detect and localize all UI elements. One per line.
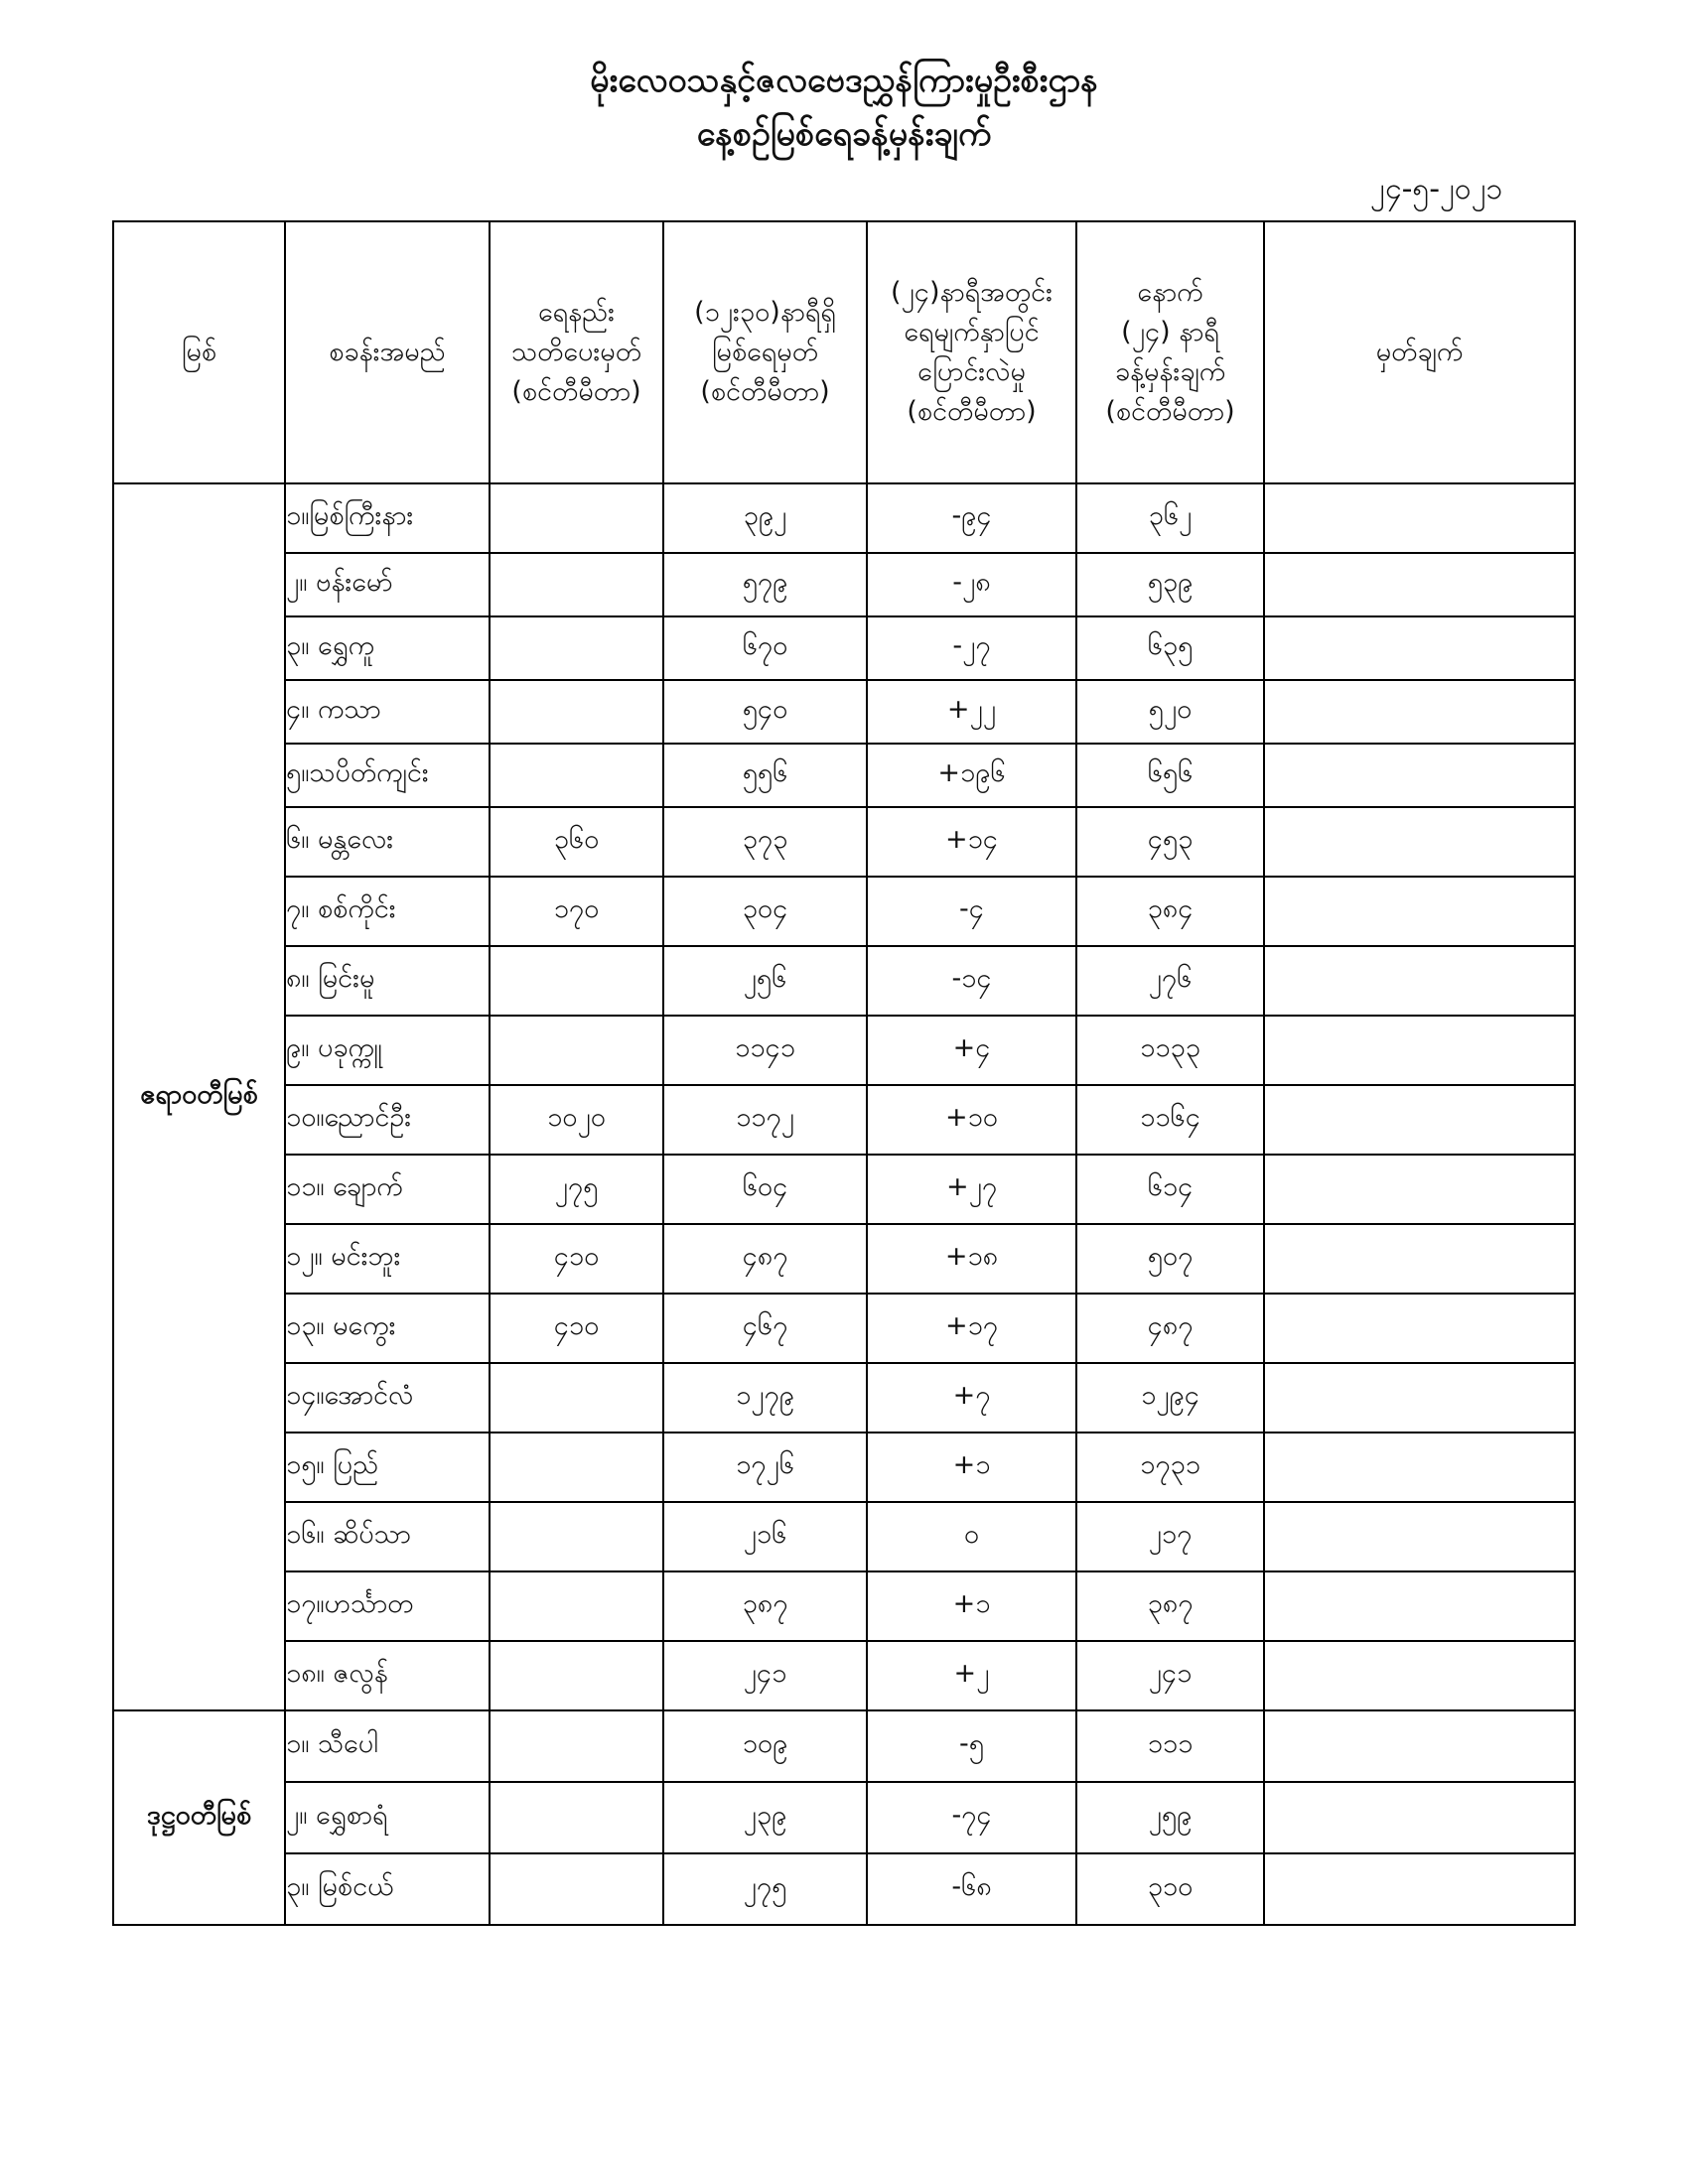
change-cell: -၇၄ — [867, 1782, 1076, 1853]
forecast-cell: ၅၀၇ — [1076, 1224, 1264, 1294]
observed-cell: ၁၀၉ — [663, 1710, 867, 1782]
station-name: ၃။ မြစ်ငယ် — [285, 1853, 490, 1925]
remark-cell — [1264, 1363, 1575, 1433]
header-observed-level — [663, 221, 867, 483]
remark-cell — [1264, 616, 1575, 680]
change-cell: +၂၇ — [867, 1155, 1076, 1224]
danger-cell — [490, 1641, 663, 1710]
observed-cell: ၅၅၆ — [663, 744, 867, 807]
header-line: (၂၄) နာရီ — [1121, 317, 1219, 347]
remark-cell — [1264, 553, 1575, 616]
remark-cell — [1264, 483, 1575, 553]
remark-cell — [1264, 807, 1575, 877]
danger-cell: ၁၇၀ — [490, 877, 663, 946]
river-name: ဧရာဝတီမြစ် — [113, 483, 285, 1710]
remark-cell — [1264, 1641, 1575, 1710]
danger-cell — [490, 1782, 663, 1853]
observed-cell: ၂၁၆ — [663, 1502, 867, 1571]
change-cell: -၂၈ — [867, 553, 1076, 616]
forecast-cell: ၄၅၃ — [1076, 807, 1264, 877]
forecast-cell: ၂၁၇ — [1076, 1502, 1264, 1571]
forecast-cell: ၆၅၆ — [1076, 744, 1264, 807]
observed-cell: ၂၇၅ — [663, 1853, 867, 1925]
header-line: မြစ်ရေမှတ် — [711, 337, 819, 367]
remark-cell — [1264, 1155, 1575, 1224]
header-danger-level — [490, 221, 663, 483]
table-row — [113, 744, 1575, 807]
station-name: ၁၅။ ပြည် — [285, 1433, 490, 1502]
header-line: ရေနည်း — [537, 297, 616, 328]
observed-cell: ၄၈၇ — [663, 1224, 867, 1294]
remark-cell — [1264, 1294, 1575, 1363]
remark-cell — [1264, 1502, 1575, 1571]
report-date: ၂၄-၅-၂၀၂၁ — [1370, 172, 1503, 206]
change-cell: +၄ — [867, 1016, 1076, 1085]
station-name: ၉။ ပခုက္ကူ — [285, 1016, 490, 1085]
header-river: မြစ် — [113, 221, 285, 483]
table-row — [113, 807, 1575, 877]
station-name: ၈။ မြင်းမူ — [285, 946, 490, 1016]
station-name: ၄။ ကသာ — [285, 680, 490, 744]
page-subtitle: နေ့စဉ်မြစ်ရေခန့်မှန်းချက် — [696, 114, 992, 154]
forecast-cell: ၁၁၃၃ — [1076, 1016, 1264, 1085]
header-forecast — [1076, 221, 1264, 483]
header-change — [867, 221, 1076, 483]
change-cell: -၄ — [867, 877, 1076, 946]
danger-cell — [490, 1363, 663, 1433]
table-row — [113, 1363, 1575, 1433]
danger-cell — [490, 744, 663, 807]
danger-cell — [490, 1016, 663, 1085]
table-row — [113, 1782, 1575, 1853]
danger-cell — [490, 1571, 663, 1641]
change-cell: -၂၇ — [867, 616, 1076, 680]
observed-cell: ၃၀၄ — [663, 877, 867, 946]
station-name: ၁၂။ မင်းဘူး — [285, 1224, 490, 1294]
danger-cell: ၁၀၂၀ — [490, 1085, 663, 1155]
station-name: ၆။ မန္တလေး — [285, 807, 490, 877]
change-cell: -၅ — [867, 1710, 1076, 1782]
forecast-cell: ၂၇၆ — [1076, 946, 1264, 1016]
table-row — [113, 1433, 1575, 1502]
change-cell: +၂ — [867, 1641, 1076, 1710]
danger-cell — [490, 616, 663, 680]
remark-cell — [1264, 1853, 1575, 1925]
station-name: ၁၃။ မကွေး — [285, 1294, 490, 1363]
change-cell: +၁ — [867, 1571, 1076, 1641]
table-row — [113, 1641, 1575, 1710]
observed-cell: ၆၇၀ — [663, 616, 867, 680]
forecast-cell: ၃၈၇ — [1076, 1571, 1264, 1641]
header-remark: မှတ်ချက် — [1264, 221, 1575, 483]
header-line: ရေမျက်နှာပြင် — [904, 317, 1040, 347]
header-row — [113, 221, 1575, 483]
forecast-cell: ၄၈၇ — [1076, 1294, 1264, 1363]
danger-cell — [490, 1710, 663, 1782]
danger-cell — [490, 483, 663, 553]
header-line: (စင်တီမီတာ) — [907, 396, 1037, 427]
remark-cell — [1264, 744, 1575, 807]
remark-cell — [1264, 680, 1575, 744]
change-cell: +၁ — [867, 1433, 1076, 1502]
observed-cell: ၁၇၂၆ — [663, 1433, 867, 1502]
table-row — [113, 1710, 1575, 1782]
change-cell: -၁၄ — [867, 946, 1076, 1016]
danger-cell — [490, 680, 663, 744]
header-line: (စင်တီမီတာ) — [700, 376, 830, 407]
table-row — [113, 1155, 1575, 1224]
danger-cell: ၃၆၀ — [490, 807, 663, 877]
table-row — [113, 483, 1575, 553]
change-cell: -၆၈ — [867, 1853, 1076, 1925]
observed-cell: ၃၈၇ — [663, 1571, 867, 1641]
river-name: ဒုဋ္ဌဝတီမြစ် — [113, 1710, 285, 1925]
forecast-cell: ၃၁၀ — [1076, 1853, 1264, 1925]
station-name: ၅။သပိတ်ကျင်း — [285, 744, 490, 807]
change-cell: +၁၇ — [867, 1294, 1076, 1363]
forecast-cell: ၆၃၅ — [1076, 616, 1264, 680]
table-row — [113, 616, 1575, 680]
table-row — [113, 1224, 1575, 1294]
station-name: ၁၇။ဟင်္သာတ — [285, 1571, 490, 1641]
observed-cell: ၂၄၁ — [663, 1641, 867, 1710]
danger-cell — [490, 1433, 663, 1502]
forecast-cell: ၁၁၆၄ — [1076, 1085, 1264, 1155]
header-line: ခန့်မှန်းချက် — [1114, 356, 1226, 387]
change-cell: -၉၄ — [867, 483, 1076, 553]
station-name: ၁၆။ ဆိပ်သာ — [285, 1502, 490, 1571]
header-line: ပြောင်းလဲမှု — [917, 356, 1026, 387]
danger-cell — [490, 1853, 663, 1925]
station-name: ၁။မြစ်ကြီးနား — [285, 483, 490, 553]
danger-cell — [490, 553, 663, 616]
change-cell: +၁၄ — [867, 807, 1076, 877]
observed-cell: ၁၂၇၉ — [663, 1363, 867, 1433]
observed-cell: ၂၃၉ — [663, 1782, 867, 1853]
table-row — [113, 1294, 1575, 1363]
station-name: ၇။ စစ်ကိုင်း — [285, 877, 490, 946]
table-row — [113, 877, 1575, 946]
forecast-cell: ၃၆၂ — [1076, 483, 1264, 553]
change-cell: +၁၀ — [867, 1085, 1076, 1155]
station-name: ၁။ သီပေါ — [285, 1710, 490, 1782]
danger-cell: ၄၁၀ — [490, 1224, 663, 1294]
forecast-cell: ၅၃၉ — [1076, 553, 1264, 616]
forecast-cell: ၂၄၁ — [1076, 1641, 1264, 1710]
station-name: ၂။ ဗန်းမော် — [285, 553, 490, 616]
header-line: (စင်တီမီတာ) — [511, 376, 641, 407]
forecast-cell: ၁၁၁ — [1076, 1710, 1264, 1782]
change-cell: +၂၂ — [867, 680, 1076, 744]
observed-cell: ၂၅၆ — [663, 946, 867, 1016]
remark-cell — [1264, 1782, 1575, 1853]
danger-cell — [490, 946, 663, 1016]
danger-cell: ၂၇၅ — [490, 1155, 663, 1224]
table-row — [113, 1571, 1575, 1641]
change-cell: +၁၈ — [867, 1224, 1076, 1294]
change-cell: ၀ — [867, 1502, 1076, 1571]
header-line: သတိပေးမှတ် — [510, 337, 642, 367]
observed-cell: ၄၆၇ — [663, 1294, 867, 1363]
header-line: (၂၄)နာရီအတွင်း — [890, 277, 1053, 308]
table-row — [113, 680, 1575, 744]
danger-cell — [490, 1502, 663, 1571]
remark-cell — [1264, 1016, 1575, 1085]
forecast-cell: ၃၈၄ — [1076, 877, 1264, 946]
table-row — [113, 1853, 1575, 1925]
change-cell: +၇ — [867, 1363, 1076, 1433]
observed-cell: ၁၁၄၁ — [663, 1016, 867, 1085]
forecast-cell: ၅၂၀ — [1076, 680, 1264, 744]
observed-cell: ၅၄၀ — [663, 680, 867, 744]
header-line: (၁၂း၃၀)နာရီရှိ — [694, 297, 836, 328]
forecast-cell: ၁၂၉၄ — [1076, 1363, 1264, 1433]
observed-cell: ၃၉၂ — [663, 483, 867, 553]
table-row — [113, 1016, 1575, 1085]
station-name: ၁၈။ ဇလွန် — [285, 1641, 490, 1710]
station-name: ၁၀။ညောင်ဦး — [285, 1085, 490, 1155]
table-row — [113, 553, 1575, 616]
station-name: ၁၄။အောင်လံ — [285, 1363, 490, 1433]
remark-cell — [1264, 1085, 1575, 1155]
remark-cell — [1264, 1433, 1575, 1502]
danger-cell: ၄၁၀ — [490, 1294, 663, 1363]
change-cell: +၁၉၆ — [867, 744, 1076, 807]
river-forecast-table — [112, 220, 1576, 1926]
remark-cell — [1264, 1710, 1575, 1782]
forecast-cell: ၆၁၄ — [1076, 1155, 1264, 1224]
station-name: ၃။ ရွှေကူ — [285, 616, 490, 680]
header-line: (စင်တီမီတာ) — [1105, 396, 1235, 427]
forecast-cell: ၂၅၉ — [1076, 1782, 1264, 1853]
observed-cell: ၅၇၉ — [663, 553, 867, 616]
table-row — [113, 1085, 1575, 1155]
remark-cell — [1264, 1571, 1575, 1641]
remark-cell — [1264, 946, 1575, 1016]
table-row — [113, 946, 1575, 1016]
page-title: မိုးလေဝသနှင့်ဇလဗေဒညွှန်ကြားမှုဦးစီးဌာန — [590, 61, 1098, 100]
remark-cell — [1264, 1224, 1575, 1294]
table-row — [113, 1502, 1575, 1571]
observed-cell: ၁၁၇၂ — [663, 1085, 867, 1155]
header-line: နောက် — [1137, 277, 1203, 308]
station-name: ၂။ ရွှေစာရံ — [285, 1782, 490, 1853]
forecast-cell: ၁၇၃၁ — [1076, 1433, 1264, 1502]
station-name: ၁၁။ ချောက် — [285, 1155, 490, 1224]
observed-cell: ၃၇၃ — [663, 807, 867, 877]
observed-cell: ၆၀၄ — [663, 1155, 867, 1224]
remark-cell — [1264, 877, 1575, 946]
header-station: စခန်းအမည် — [285, 221, 490, 483]
